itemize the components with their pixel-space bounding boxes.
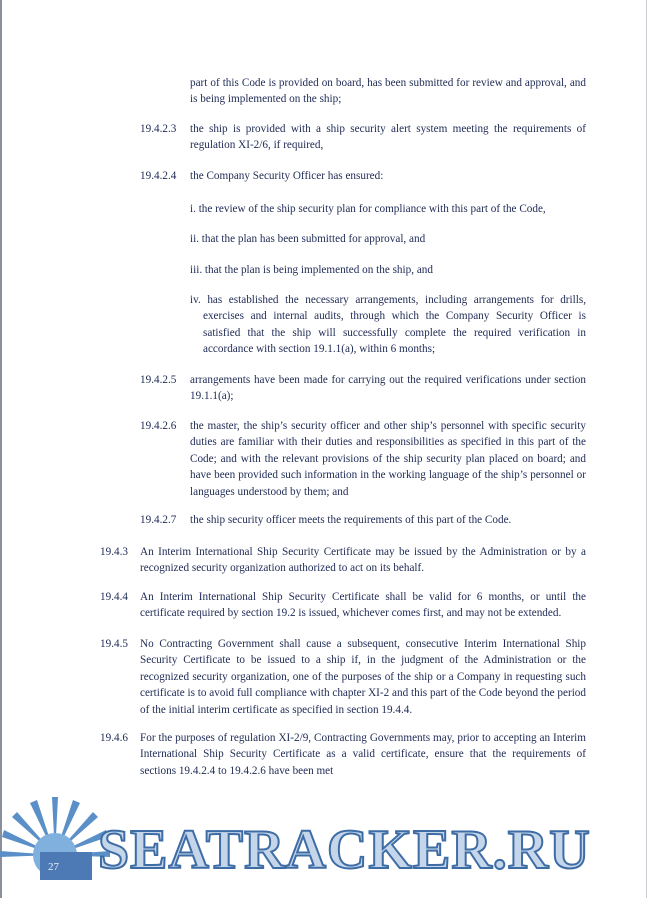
clause-number-19-4-2-4: 19.4.2.4 bbox=[140, 170, 177, 182]
page-edge-left bbox=[0, 0, 2, 898]
clause-text-19-4-2-5: arrangements have been made for carrying out the required verifications under section 19.1.1(a); bbox=[190, 374, 586, 403]
clause-number-19-4-2-3: 19.4.2.3 bbox=[140, 123, 177, 135]
sub-item-ii: ii. that the plan has been submitted for approval, and bbox=[190, 233, 426, 245]
clause-number-19-4-4: 19.4.4 bbox=[100, 591, 128, 603]
page-number: 27 bbox=[48, 861, 59, 873]
clause-number-19-4-2-7: 19.4.2.7 bbox=[140, 514, 177, 526]
continuation-paragraph: part of this Code is provided on board, has been submitted for review and approval, and is being implemented on the ship; bbox=[190, 77, 586, 106]
clause-number-19-4-5: 19.4.5 bbox=[100, 638, 128, 650]
clause-text-19-4-2-7: the ship security officer meets the requirements of this part of the Code. bbox=[190, 514, 512, 526]
clause-number-19-4-6: 19.4.6 bbox=[100, 732, 128, 744]
clause-number-19-4-3: 19.4.3 bbox=[100, 546, 128, 558]
clause-number-19-4-2-5: 19.4.2.5 bbox=[140, 374, 177, 386]
watermark-banner: SEATRACKER.RU bbox=[98, 819, 591, 881]
clause-text-19-4-5: No Contracting Government shall cause a subsequent, consecutive Interim International Ship Security Certificate to be issued to a ship if, in the judgment of the Administration or the recognized security organization, one of the purposes of the ship or a Company in requesting such certificate is to avoid full compliance with chapter XI-2 and this part of the Code beyond the period of the initial interim certificate as specified in section 19.4.4. bbox=[140, 638, 586, 716]
clause-text-19-4-2-4: the Company Security Officer has ensured: bbox=[190, 170, 384, 182]
sub-item-iii: iii. that the plan is being implemented on the ship, and bbox=[190, 264, 433, 276]
clause-text-19-4-2-6: the master, the ship’s security officer and other ship’s personnel with specific security duties are familiar with their duties and responsibilities as specified in this part of the Code; and with the relevant provisions of the ship security plan placed on board; and have been provided such information in the working language of the ship’s personnel or languages understood by them; and bbox=[190, 420, 586, 498]
sub-item-iv: iv. has established the necessary arrangements, including arrangements for drills, exercises and internal audits, through which the Company Security Officer is satisfied that the ship will successfully complete the required verification in accordance with section 19.1.1(a), within 6 months; bbox=[190, 294, 586, 356]
clause-text-19-4-6: For the purposes of regulation XI-2/9, Contracting Governments may, prior to accepting an Interim International Ship Security Certificate as a valid certificate, ensure that the requirements of sections 19.4.2.4 to 19.4.2.6 have been met bbox=[140, 732, 586, 777]
clause-text-19-4-4: An Interim International Ship Security Certificate shall be valid for 6 months, or until the certificate required by section 19.2 is issued, whichever comes first, and may not be extended. bbox=[140, 591, 586, 620]
clause-number-19-4-2-6: 19.4.2.6 bbox=[140, 420, 177, 432]
clause-text-19-4-3: An Interim International Ship Security Certificate may be issued by the Administration or by a recognized security organization authorized to act on its behalf. bbox=[140, 546, 586, 575]
clause-text-19-4-2-3: the ship is provided with a ship security alert system meeting the requirements of regulation XI-2/6, if required, bbox=[190, 123, 586, 152]
sub-item-i: i. the review of the ship security plan for compliance with this part of the Code, bbox=[190, 203, 546, 215]
